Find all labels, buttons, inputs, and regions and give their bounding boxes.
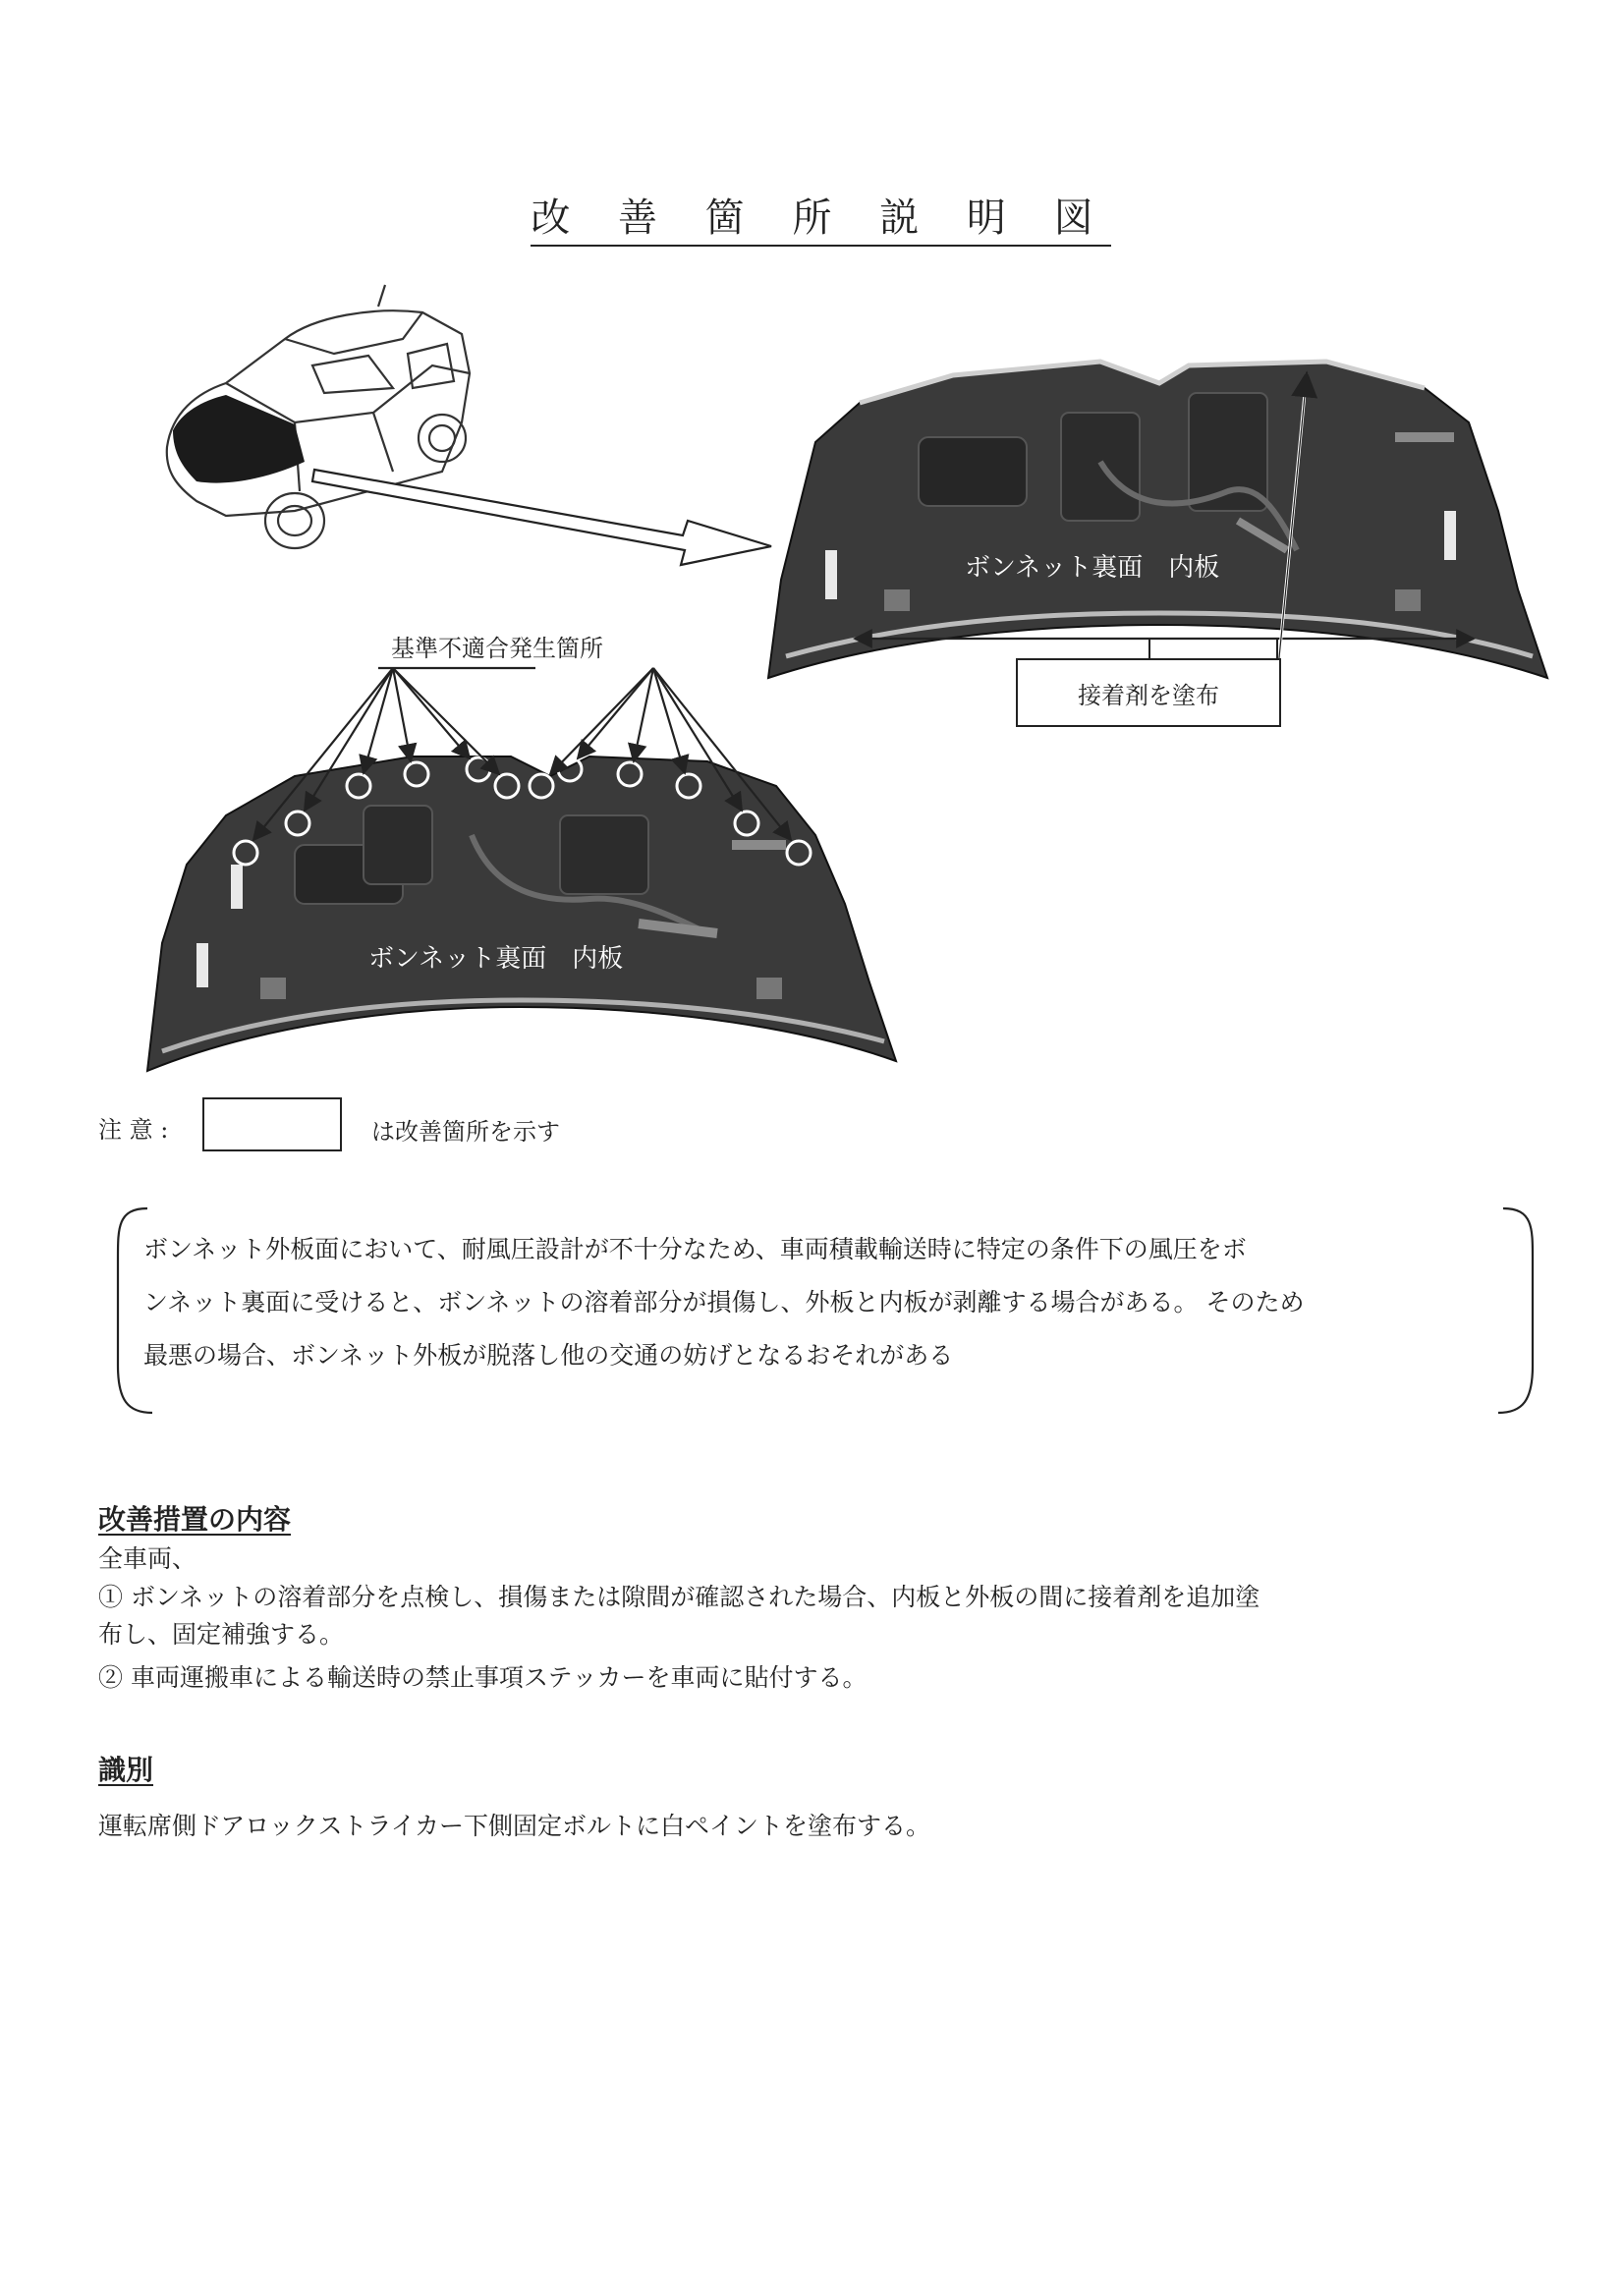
- adhesive-label: 接着剤を塗布: [1078, 681, 1219, 709]
- pointer-arrow: [312, 470, 771, 565]
- remedy-item-2: ② 車両運搬車による輸送時の禁止事項ステッカーを車両に貼付する。: [98, 1663, 868, 1692]
- identification-heading: 識別: [98, 1754, 154, 1786]
- remedy-scope: 全車両、: [98, 1544, 197, 1573]
- diagram-svg: [0, 0, 1624, 1081]
- remedy-item-1: ① ボンネットの溶着部分を点検し、損傷または隙間が確認された場合、内板と外板の間に接着剤を追加塗: [98, 1583, 1260, 1611]
- remedy-heading: 改善措置の内容: [98, 1503, 292, 1536]
- description-line: ンネット裏面に受けると、ボンネットの溶着部分が損傷し、外板と内板が剥離する場合がある。 そのため: [143, 1288, 1305, 1316]
- legend-description: は改善箇所を示す: [371, 1118, 560, 1146]
- hood-photo-bottom: [147, 756, 896, 1071]
- car-hood-highlight: [173, 395, 305, 483]
- legend-box: [202, 1097, 342, 1151]
- description-line: ボンネット外板面において、耐風圧設計が不十分なため、車両積載輸送時に特定の条件下の風圧をボ: [143, 1235, 1247, 1263]
- legend-note-label: 注 意 :: [98, 1116, 169, 1144]
- description-line: 最悪の場合、ボンネット外板が脱落し他の交通の妨げとなるおそれがある: [143, 1341, 954, 1370]
- photo-label-bottom: ボンネット裏面 内板: [368, 944, 624, 974]
- remedy-item-1-cont: 布し、固定補強する。: [98, 1620, 345, 1649]
- page-title: 改 善 箇 所 説 明 図: [0, 187, 1624, 243]
- hood-photo-top: [768, 362, 1547, 678]
- defect-location-label: 基準不適合発生箇所: [391, 635, 603, 662]
- photo-label-top: ボンネット裏面 内板: [965, 553, 1220, 583]
- adhesive-label-box: [1016, 658, 1281, 727]
- identification-text: 運転席側ドアロックストライカー下側固定ボルトに白ペイントを塗布する。: [98, 1812, 931, 1840]
- defect-description: [143, 1223, 1504, 1382]
